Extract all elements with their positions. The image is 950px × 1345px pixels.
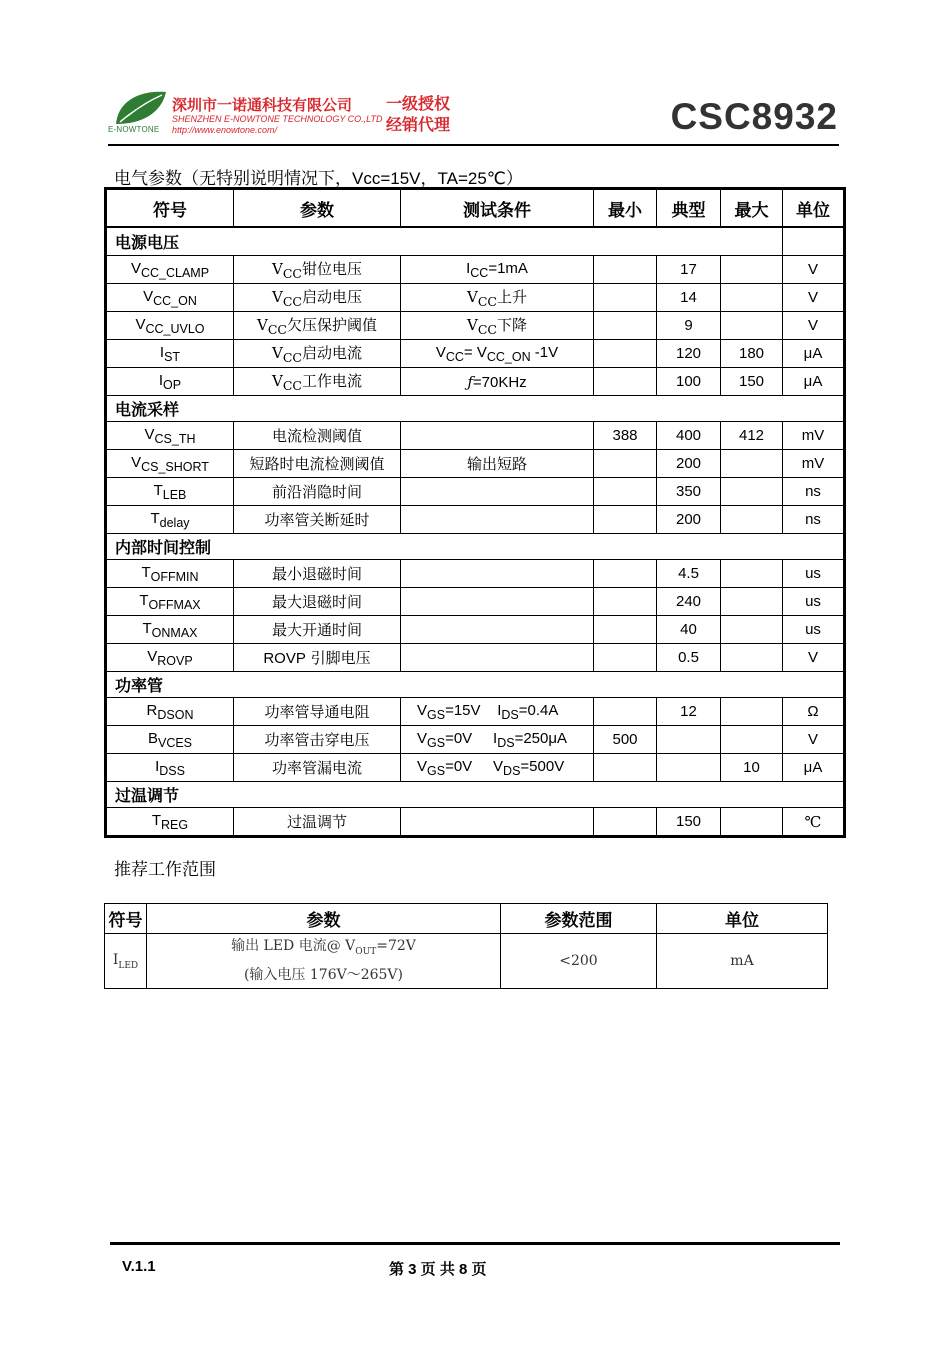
parameter-cell: 最小退磁时间 [234,560,401,588]
min-cell [594,616,657,644]
unit-cell: μA [783,754,845,782]
unit-cell: V [783,256,845,284]
unit-cell: ns [783,478,845,506]
table-row [106,478,845,506]
symbol-cell: $V_{CS\_TH}$ [106,422,234,450]
header-divider [108,144,839,146]
symbol-cell: $I_{DSS}$ [106,754,234,782]
symbol-cell: $B_{VCES}$ [106,726,234,754]
symbol-cell: $I_{LED}$ [105,934,147,989]
recommended-range-title: 推荐工作范围 [114,860,216,879]
condition-cell [401,422,594,450]
table-row [106,422,845,450]
symbol-cell: $V_{CS\_SHORT}$ [106,450,234,478]
symbol-cell: $R_{DSON}$ [106,698,234,726]
symbol-cell: $V_{ROVP}$ [106,644,234,672]
symbol-cell: $T_{REG}$ [106,808,234,837]
header-symbol: 符号 [106,189,234,228]
parameter-cell: 功率管导通电阻 [234,698,401,726]
table-row [106,560,845,588]
parameter-cell: 电流检测阈值 [234,422,401,450]
page-number: 第 3 页 共 8 页 [389,1261,487,1278]
unit-cell: us [783,616,845,644]
parameter-cell: 最大开通时间 [234,616,401,644]
header-condition: 测试条件 [401,189,594,228]
typ-cell: 12 [657,698,721,726]
category-row [106,227,845,256]
symbol-cell: $I_{OP}$ [106,368,234,396]
min-cell [594,588,657,616]
parameter-cell: $V_{CC}$欠压保护阈值 [234,312,401,340]
table-row [106,616,845,644]
condition-cell [401,506,594,534]
parameter-cell: ROVP 引脚电压 [234,644,401,672]
max-cell [721,478,783,506]
table-header-row [106,189,845,228]
company-name-en: SHENZHEN E-NOWTONE TECHNOLOGY CO.,LTD [172,114,383,124]
header-unit: 单位 [657,904,828,934]
table-row [106,506,845,534]
symbol-cell: $T_{ONMAX}$ [106,616,234,644]
symbol-cell: $V_{CC\_ON}$ [106,284,234,312]
authorization-label [386,94,450,136]
symbol-cell: $T_{OFFMAX}$ [106,588,234,616]
typ-cell: 120 [657,340,721,368]
min-cell [594,808,657,837]
condition-cell: $V_{CC}= V_{CC\_ON}$ -1V [401,340,594,368]
min-cell [594,368,657,396]
category-row [106,534,845,560]
typ-cell: 100 [657,368,721,396]
unit-cell: μA [783,340,845,368]
max-cell [721,560,783,588]
max-cell: 412 [721,422,783,450]
symbol-cell: $T_{OFFMIN}$ [106,560,234,588]
category-row [106,782,845,808]
min-cell [594,478,657,506]
table-row [106,256,845,284]
electrical-parameters-table [104,187,846,838]
typ-cell: 0.5 [657,644,721,672]
max-cell [721,312,783,340]
min-cell [594,644,657,672]
section-title: 电气参数（无特别说明情况下，Vcc=15V，TA=25℃） [114,169,523,188]
table-row [106,754,845,782]
typ-cell [657,726,721,754]
table-row [106,450,845,478]
min-cell [594,560,657,588]
min-cell [594,312,657,340]
unit-cell: mV [783,422,845,450]
condition-cell [401,588,594,616]
unit-cell: V [783,312,845,340]
unit-cell: V [783,726,845,754]
condition-cell: ƒ=70KHz [401,368,594,396]
table-row [106,368,845,396]
parameter-cell: 前沿消隐时间 [234,478,401,506]
typ-cell: 200 [657,506,721,534]
min-cell [594,450,657,478]
header-range: 参数范围 [501,904,657,934]
table-row [106,340,845,368]
symbol-cell: $I_{ST}$ [106,340,234,368]
min-cell [594,256,657,284]
table-header-row [105,904,828,934]
table-row [106,284,845,312]
logo-text: E-NOWTONE [108,125,160,134]
condition-cell: 输出短路 [401,450,594,478]
min-cell [594,340,657,368]
header-parameter: 参数 [234,189,401,228]
page-header [108,88,838,146]
category-mosfet: 功率管 [106,672,845,698]
header-max: 最大 [721,189,783,228]
typ-cell: 14 [657,284,721,312]
category-row [106,396,845,422]
parameter-cell: 功率管关断延时 [234,506,401,534]
max-cell [721,726,783,754]
header-typ: 典型 [657,189,721,228]
typ-cell: 4.5 [657,560,721,588]
category-row [106,672,845,698]
typ-cell: 400 [657,422,721,450]
condition-cell [401,616,594,644]
recommended-range-table [104,903,828,989]
parameter-line-1: 输出 LED 电流@ $V_{OUT}=72V$ [231,938,416,957]
max-cell [721,644,783,672]
condition-cell [401,644,594,672]
unit-cell: Ω [783,698,845,726]
condition-cell [401,808,594,837]
unit-cell: ℃ [783,808,845,837]
category-current-sense: 电流采样 [106,396,845,422]
typ-cell: 17 [657,256,721,284]
parameter-cell: $V_{CC}$钳位电压 [234,256,401,284]
max-cell: 180 [721,340,783,368]
category-thermal: 过温调节 [106,782,845,808]
condition-cell: $V_{GS}=15V$ $I_{DS}=0.4A$ [401,698,594,726]
max-cell: 150 [721,368,783,396]
symbol-cell: $V_{CC\_UVLO}$ [106,312,234,340]
condition-cell [401,478,594,506]
max-cell [721,284,783,312]
table-row [106,588,845,616]
leaf-logo-icon [112,90,168,126]
typ-cell: 350 [657,478,721,506]
header-min: 最小 [594,189,657,228]
max-cell: 10 [721,754,783,782]
range-cell: <200 [501,934,657,989]
min-cell [594,284,657,312]
condition-cell: $V_{GS}=0V$ $I_{DS}=250\mu A$ [401,726,594,754]
table-row [105,934,828,989]
authorization-line-2: 经销代理 [386,117,451,134]
max-cell [721,256,783,284]
parameter-cell: $V_{CC}$工作电流 [234,368,401,396]
table-row [106,312,845,340]
header-unit: 单位 [783,189,845,228]
category-power: 电源电压 [106,227,783,256]
category-timing: 内部时间控制 [106,534,845,560]
condition-cell [401,560,594,588]
unit-cell: ns [783,506,845,534]
condition-cell: $V_{GS}=0V$ $V_{DS}=500V$ [401,754,594,782]
version-label: V.1.1 [122,1258,156,1275]
min-cell [594,506,657,534]
footer-divider [110,1242,840,1245]
unit-cell: V [783,284,845,312]
max-cell [721,588,783,616]
condition-cell: $V_{CC}$下降 [401,312,594,340]
typ-cell: 150 [657,808,721,837]
parameter-cell: 功率管漏电流 [234,754,401,782]
table-row [106,726,845,754]
min-cell: 500 [594,726,657,754]
unit-cell: mA [657,934,828,989]
table-row [106,644,845,672]
max-cell [721,808,783,837]
condition-cell: $V_{CC}$上升 [401,284,594,312]
parameter-cell: $V_{CC}$启动电流 [234,340,401,368]
parameter-line-2: (输入电压 176V～265V) [243,966,404,983]
symbol-cell: $V_{CC\_CLAMP}$ [106,256,234,284]
max-cell [721,698,783,726]
typ-cell: 240 [657,588,721,616]
typ-cell: 200 [657,450,721,478]
unit-cell: V [783,644,845,672]
condition-cell: $I_{CC}=1mA$ [401,256,594,284]
min-cell [594,754,657,782]
unit-cell: mV [783,450,845,478]
unit-cell: us [783,588,845,616]
typ-cell: 9 [657,312,721,340]
symbol-cell: $T_{delay}$ [106,506,234,534]
min-cell: 388 [594,422,657,450]
company-url: http://www.enowtone.com/ [172,125,278,135]
typ-cell: 40 [657,616,721,644]
company-name-cn: 深圳市一诺通科技有限公司 [172,97,353,114]
symbol-cell: $T_{LEB}$ [106,478,234,506]
parameter-cell: 功率管击穿电压 [234,726,401,754]
authorization-line-1: 一级授权 [386,96,451,113]
parameter-cell: 最大退磁时间 [234,588,401,616]
typ-cell [657,754,721,782]
min-cell [594,698,657,726]
parameter-cell: 短路时电流检测阈值 [234,450,401,478]
table-row [106,808,845,837]
parameter-cell [147,934,501,989]
max-cell [721,506,783,534]
max-cell [721,616,783,644]
unit-cell: μA [783,368,845,396]
table-row [106,698,845,726]
header-symbol: 符号 [105,904,147,934]
max-cell [721,450,783,478]
header-parameter: 参数 [147,904,501,934]
parameter-cell: 过温调节 [234,808,401,837]
parameter-cell: $V_{CC}$启动电压 [234,284,401,312]
unit-cell: us [783,560,845,588]
model-number: CSC8932 [670,96,838,137]
